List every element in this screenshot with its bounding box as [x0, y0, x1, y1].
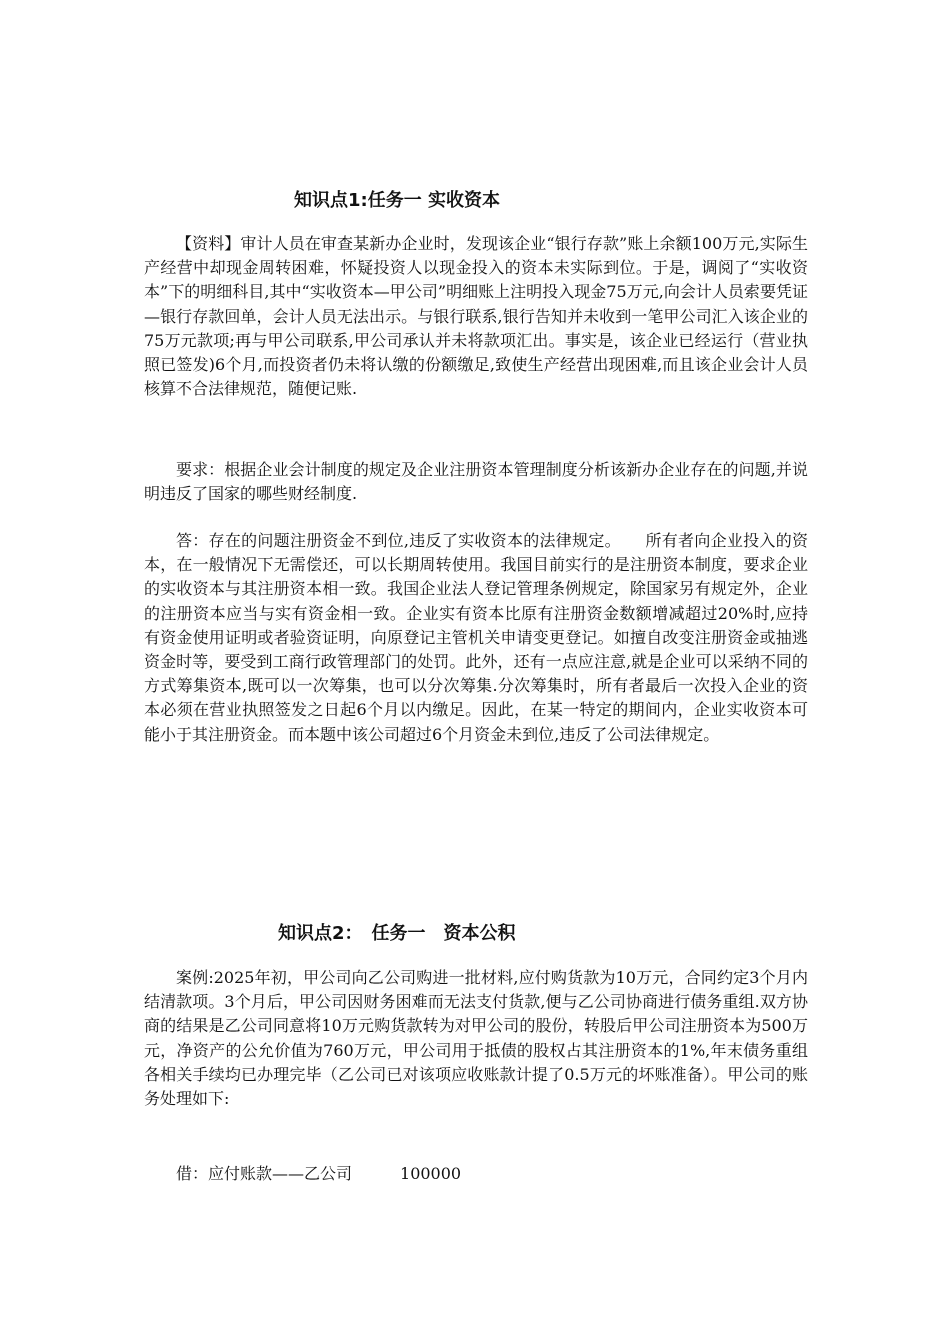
journal-entry-amount: 100000 [400, 1164, 462, 1183]
section2-title: 知识点2： 任务一 资本公积 [278, 923, 516, 944]
section1-title: 知识点1:任务一 实收资本 [294, 190, 500, 211]
section1-material: 【资料】审计人员在审查某新办企业时，发现该企业“银行存款”账上余额100万元,实际生产经营中却现金周转困难，怀疑投资人以现金投入的资本未实际到位。于是，调阅了“实收资本”下的明细科目,其中“实收资本—甲公司”明细账上注明投入现金75万元,向会计人员索要凭证—银行存款回单，会计人员无法出示。与银行联系,银行告知并未收到一笔甲公司汇入该企业的75万元款项;再与甲公司联系,甲公司承认并未将款项汇出。事实是，该企业已经运行（营业执照已签发)6个月,而投资者仍未将认缴的份额缴足,致使生产经营出现困难,而且该企业会计人员核算不合法律规范，随便记账. [144, 234, 808, 399]
section2-case: 案例:2025年初，甲公司向乙公司购进一批材料,应付购货款为10万元，合同约定3个月内结清款项。3个月后，甲公司因财务困难而无法支付货款,便与乙公司协商进行债务重组.双方协商的结果是乙公司同意将10万元购货款转为对甲公司的股份，转股后甲公司注册资本为500万元，净资产的公允价值为760万元，甲公司用于抵债的股权占其注册资本的1%,年末债务重组各相关手续均已办理完毕（乙公司已对该项应收账款计提了0.5万元的坏账准备）。甲公司的账务处理如下: [144, 968, 808, 1109]
journal-entry-label: 借：应付账款——乙公司 [176, 1164, 353, 1183]
journal-entry [176, 1162, 461, 1186]
section1-answer: 答：存在的问题注册资金不到位,违反了实收资本的法律规定。 所有者向企业投入的资本，在一般情况下无需偿还，可以长期周转使用。我国目前实行的是注册资本制度，要求企业的实收资本与其注册资本相一致。我国企业法人登记管理条例规定，除国家另有规定外，企业的注册资本应当与实有资金相一致。企业实有资本比原有注册资金数额增减超过20%时,应持有资金使用证明或者验资证明，向原登记主管机关申请变更登记。如擅自改变注册资金或抽逃资金时等，要受到工商行政管理部门的处罚。此外，还有一点应注意,就是企业可以采纳不同的方式筹集资本,既可以一次筹集，也可以分次筹集.分次筹集时，所有者最后一次投入企业的资本必须在营业执照签发之日起6个月以内缴足。因此，在某一特定的期间内，企业实收资本可能小于其注册资金。而本题中该公司超过6个月资金未到位,违反了公司法律规定。 [144, 531, 808, 744]
section1-requirement: 要求：根据企业会计制度的规定及企业注册资本管理制度分析该新办企业存在的问题,并说明违反了国家的哪些财经制度. [144, 460, 808, 504]
